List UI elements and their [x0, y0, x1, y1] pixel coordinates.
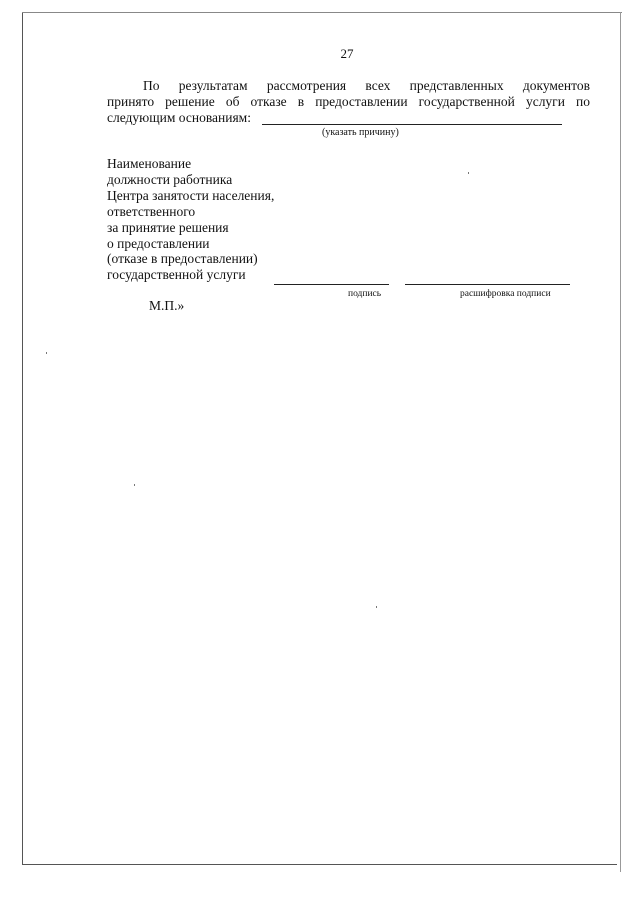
scan-speck: [468, 172, 469, 174]
scan-border-left: [22, 12, 23, 864]
signer-position-block: [107, 156, 274, 283]
signer-line: Центра занятости населения,: [107, 187, 275, 203]
signer-line: государственной услуги: [107, 267, 246, 283]
signer-line: должности работника: [107, 171, 233, 187]
signer-line: ответственного: [107, 203, 196, 219]
page-number: 27: [340, 46, 354, 61]
scan-speck: [376, 606, 377, 608]
scan-speck: [46, 352, 47, 354]
signer-line: за принятие решения: [107, 219, 229, 235]
decision-paragraph-line-2: принято решение об отказе в предоставлении государственной услуги по: [107, 94, 590, 109]
signature-decode-hint: расшифровка подписи: [460, 289, 551, 299]
signer-line: Наименование: [107, 156, 192, 171]
scan-border-right: [620, 12, 621, 872]
decision-paragraph-line-3: следующим основаниям:: [107, 110, 251, 125]
decision-paragraph-line-1: [107, 78, 590, 94]
paragraph-line-1-text: результатам рассмотрения всех представленных документов: [178, 78, 590, 93]
signature-decode-blank-line: [405, 284, 570, 285]
signer-line: о предоставлении: [107, 235, 210, 251]
reason-blank-line: [262, 124, 562, 125]
signer-line: (отказе в предоставлении): [107, 251, 258, 267]
scan-border-top: [22, 12, 622, 13]
scan-speck: [134, 484, 135, 486]
signature-hint: подпись: [348, 289, 382, 299]
scan-border-bottom: [22, 864, 617, 865]
page-number-row: [0, 46, 640, 62]
reason-hint: (указать причину): [322, 127, 399, 138]
stamp-place-label: М.П.»: [149, 298, 185, 313]
paragraph-first-word: По: [143, 78, 160, 93]
signature-blank-line: [274, 284, 389, 285]
